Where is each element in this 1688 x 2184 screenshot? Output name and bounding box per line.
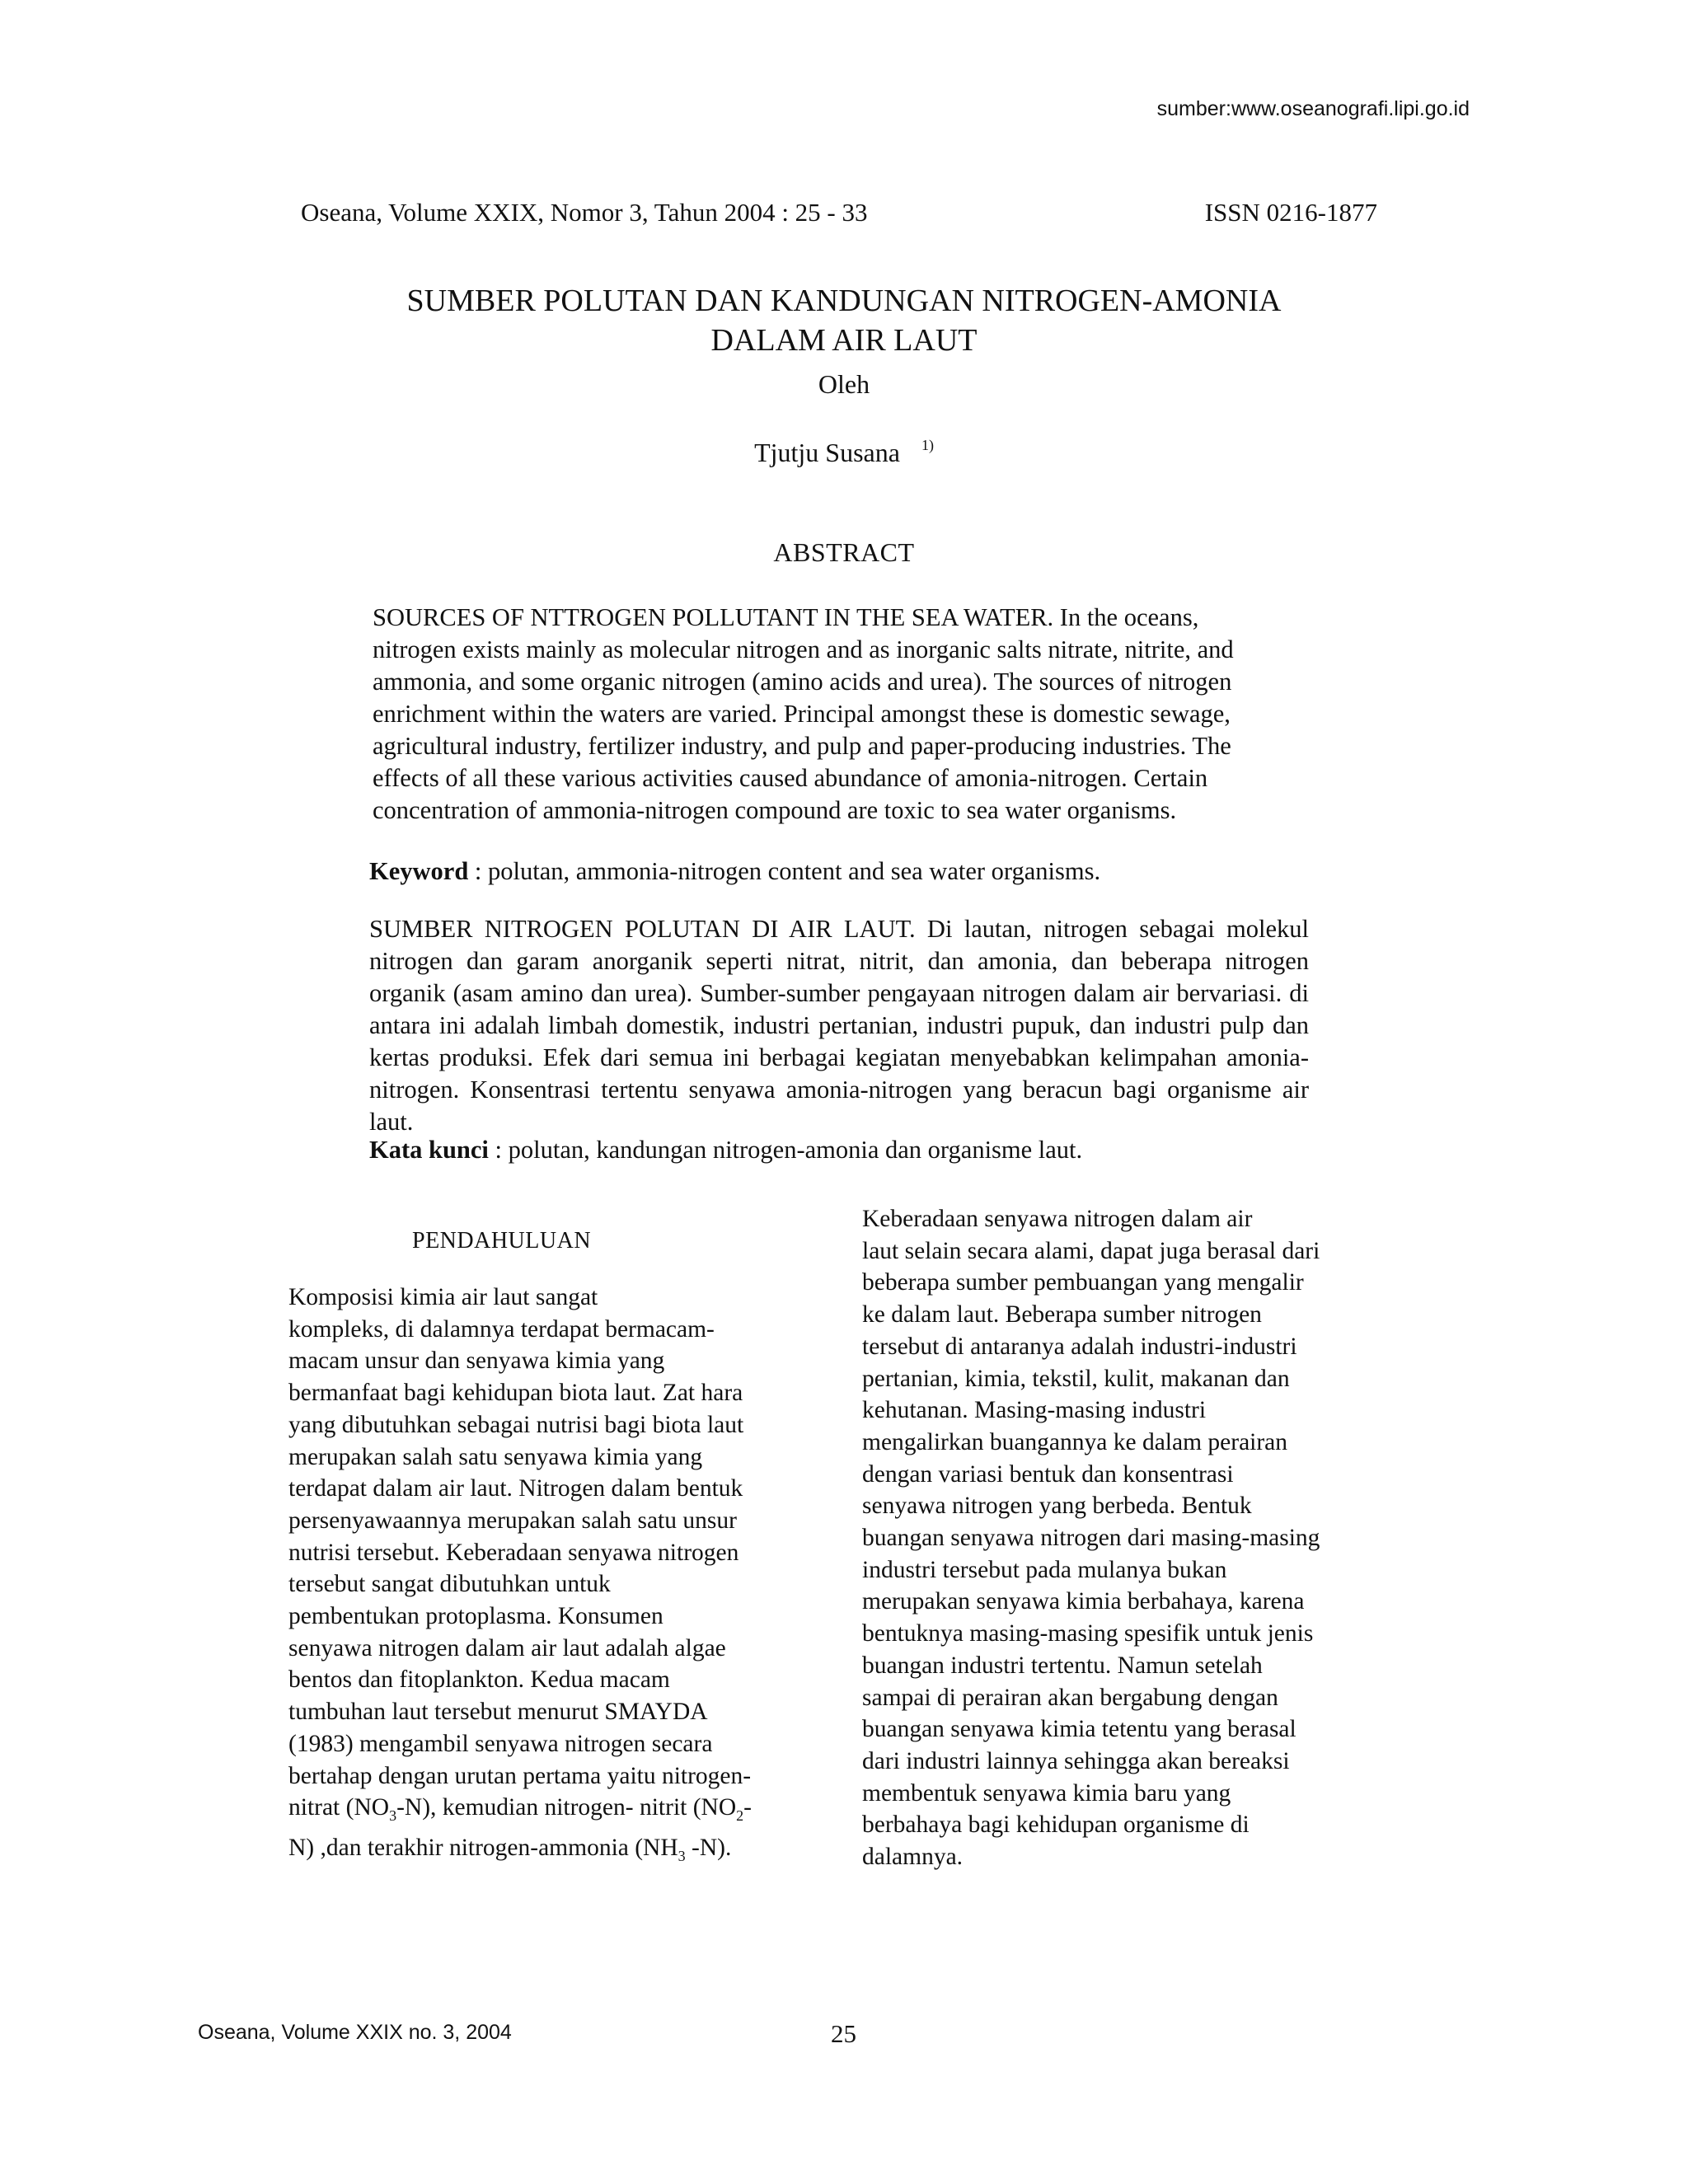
text-line: senyawa nitrogen dalam air laut adalah algae (288, 1634, 726, 1661)
body-column-right (862, 1203, 1373, 1873)
subscript: 2 (736, 1807, 744, 1825)
text-line: bertahap dengan urutan pertama yaitu nitrogen- (288, 1762, 752, 1789)
text-line: mengalirkan buangannya ke dalam perairan (862, 1428, 1288, 1455)
text-span: nitrat (NO (288, 1794, 390, 1821)
text-line: bentuknya masing-masing spesifik untuk jenis (862, 1620, 1314, 1647)
body-column-left (288, 1282, 791, 1872)
text-span: -N). (685, 1834, 732, 1861)
text-line: pertanian, kimia, tekstil, kulit, makanan dan (862, 1365, 1290, 1392)
kata-kunci-label: Kata kunci (369, 1136, 489, 1164)
text-line: pembentukan protoplasma. Konsumen (288, 1603, 663, 1630)
author (0, 437, 1688, 468)
text-line: tersebut sangat dibutuhkan untuk (288, 1571, 611, 1598)
text-line: (1983) mengambil senyawa nitrogen secara (288, 1730, 713, 1757)
paper-title (0, 282, 1688, 361)
text-line: ke dalam laut. Beberapa sumber nitrogen (862, 1301, 1262, 1329)
text-line: kehutanan. Masing-masing industri (862, 1397, 1207, 1424)
section-heading: PENDAHULUAN (412, 1228, 592, 1254)
text-line: merupakan senyawa kimia berbahaya, karena (862, 1588, 1305, 1615)
title-line-2: DALAM AIR LAUT (710, 322, 978, 358)
subscript: 3 (389, 1807, 397, 1825)
issn: ISSN 0216-1877 (1204, 198, 1377, 227)
text-span: -N), kemudian nitrogen- nitrit (NO (396, 1794, 737, 1821)
text-line: beberapa sumber pembuangan yang mengalir (862, 1269, 1304, 1296)
footer-journal: Oseana, Volume XXIX no. 3, 2004 (198, 2021, 512, 2044)
text-line: yang dibutuhkan sebagai nutrisi bagi biota laut (288, 1411, 744, 1438)
text-line: buangan senyawa nitrogen dari masing-masing (862, 1525, 1320, 1552)
text-line: dari industri lainnya sehingga akan bereaksi (862, 1747, 1290, 1774)
page-number: 25 (831, 2019, 856, 2048)
text-span: N) ,dan terakhir nitrogen-ammonia (NH (288, 1834, 678, 1861)
text-line: macam unsur dan senyawa kimia yang (288, 1347, 665, 1375)
author-affiliation-mark: 1) (921, 437, 934, 453)
text-span: - (743, 1794, 752, 1821)
text-line: industri tersebut pada mulanya bukan (862, 1556, 1227, 1583)
title-line-1: SUMBER POLUTAN DAN KANDUNGAN NITROGEN-AMONIA (406, 284, 1282, 318)
subscript: 3 (678, 1847, 686, 1864)
kata-kunci-text: : polutan, kandungan nitrogen-amonia dan organisme laut. (488, 1136, 1083, 1164)
text-line: membentuk senyawa kimia baru yang (862, 1779, 1231, 1807)
keyword-text: : polutan, ammonia-nitrogen content and sea water organisms. (468, 857, 1101, 885)
author-name: Tjutju Susana (754, 438, 900, 467)
text-line: tersebut di antaranya adalah industri-industri (862, 1333, 1297, 1360)
text-line: dalamnya. (862, 1844, 964, 1871)
keywords-english (369, 857, 1100, 886)
text-line: kompleks, di dalamnya terdapat bermacam- (288, 1315, 715, 1343)
text-line (288, 1792, 791, 1832)
text-line: Keberadaan senyawa nitrogen dalam air (862, 1206, 1253, 1232)
text-line: Komposisi kimia air laut sangat (288, 1284, 598, 1310)
source-url: sumber:www.oseanografi.lipi.go.id (1156, 97, 1470, 120)
byline: Oleh (818, 369, 870, 399)
text-line: laut selain secara alami, dapat juga berasal dari (862, 1237, 1320, 1264)
text-line (288, 1832, 791, 1872)
text-line: persenyawaannya merupakan salah satu unsur (288, 1507, 737, 1534)
abstract-heading: ABSTRACT (773, 537, 915, 567)
text-line: buangan senyawa kimia tetentu yang berasal (862, 1716, 1296, 1743)
text-line: bermanfaat bagi kehidupan biota laut. Zat hara (288, 1380, 743, 1407)
text-line: bentos dan fitoplankton. Kedua macam (288, 1666, 670, 1694)
text-line: terdapat dalam air laut. Nitrogen dalam bentuk (288, 1475, 743, 1502)
keywords-indonesian (369, 1136, 1082, 1165)
text-line: buangan industri tertentu. Namun setelah (862, 1652, 1263, 1679)
text-line: senyawa nitrogen yang berbeda. Bentuk (862, 1493, 1252, 1520)
abstract-indonesian: SUMBER NITROGEN POLUTAN DI AIR LAUT. Di lautan, nitrogen sebagai molekul nitrogen dan garam anorganik seperti nitrat, nitrit, dan amonia, dan beberapa nitrogen organik (asam amino dan urea). Sumber-sumber pengayaan nitrogen dalam air bervariasi. di antara ini adalah limbah domestik, industri pertanian, industri pupuk, dan industri pulp dan kertas produksi. Efek dari semua ini berbagai kegiatan menyebabkan kelimpahan amonia-nitrogen. Konsentrasi tertentu senyawa amonia-nitrogen yang beracun bagi organisme air laut. (369, 915, 1309, 1136)
text-line: sampai di perairan akan bergabung dengan (862, 1684, 1278, 1711)
text-line: berbahaya bagi kehidupan organisme di (862, 1811, 1250, 1839)
text-line: merupakan salah satu senyawa kimia yang (288, 1443, 703, 1470)
journal-citation: Oseana, Volume XXIX, Nomor 3, Tahun 2004 : 25 - 33 (301, 198, 868, 227)
text-line: dengan variasi bentuk dan konsentrasi (862, 1460, 1234, 1488)
abstract-english: SOURCES OF NTTROGEN POLLUTANT IN THE SEA WATER. In the oceans, nitrogen exists mainly as molecular nitrogen and as inorganic salts nitrate, nitrite, and ammonia, and some organic nitrogen (amino acids and urea). The sources of nitrogen enrichment within the waters are varied. Principal amongst these is domestic sewage, agricultural industry, fertilizer industry, and pulp and paper-producing industries. The effects of all these various activities caused abundance of amonia-nitrogen. Certain concentration of ammonia-nitrogen compound are toxic to sea water organisms. (373, 603, 1234, 824)
text-line: tumbuhan laut tersebut menurut SMAYDA (288, 1699, 708, 1726)
keyword-label: Keyword (369, 857, 469, 885)
text-line: nutrisi tersebut. Keberadaan senyawa nitrogen (288, 1539, 739, 1566)
